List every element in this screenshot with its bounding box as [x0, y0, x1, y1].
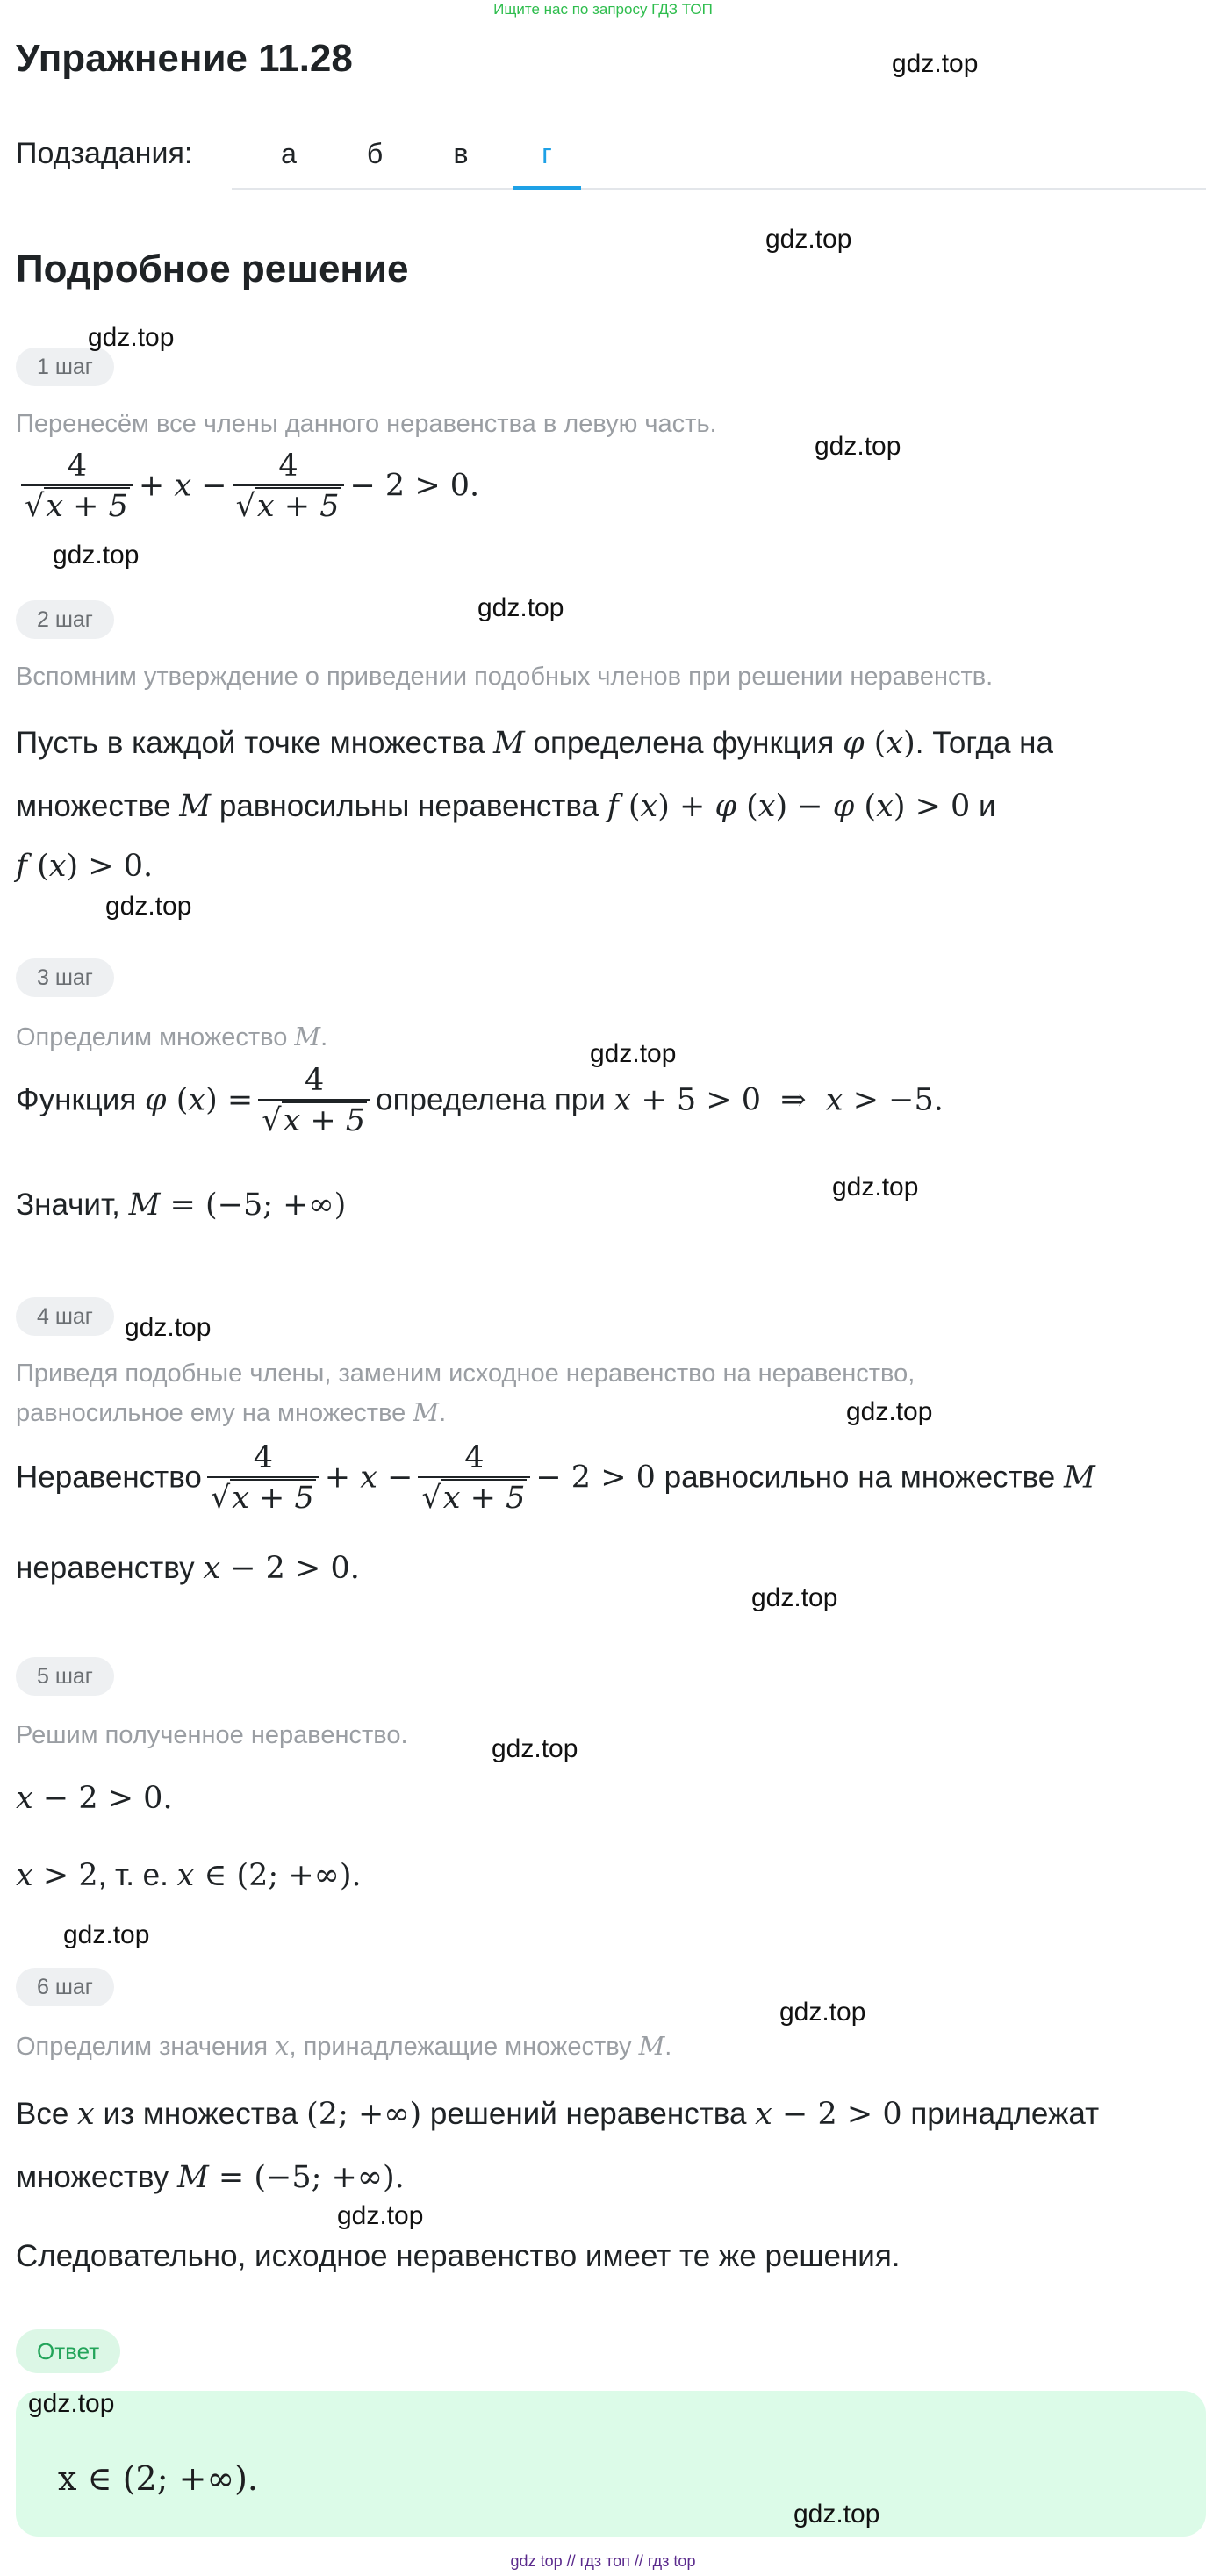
step-badge-6: 6 шаг	[16, 1968, 114, 2006]
footer-links: gdz top // гдз топ // гдз top	[510, 2552, 696, 2570]
step-4-line-2: неравенству x − 2 > 0.	[16, 1551, 360, 1586]
step-6-text-1: Все	[16, 2097, 69, 2131]
watermark: gdz.top	[815, 432, 901, 461]
answer-badge: Ответ	[16, 2329, 120, 2373]
step-badge-2: 2 шаг	[16, 600, 114, 639]
tab-v[interactable]: в	[453, 138, 469, 169]
step-4-text-3: неравенству	[16, 1551, 195, 1585]
watermark: gdz.top	[492, 1734, 578, 1763]
step-6-conclusion: Следовательно, исходное неравенство имеет те же решения.	[16, 2239, 901, 2273]
page-title: Упражнение 11.28	[16, 37, 353, 80]
step-2-text-2: определена функция	[533, 726, 835, 760]
answer-box	[16, 2391, 1206, 2537]
step-6-line-2: множеству M = (−5; +∞).	[16, 2160, 405, 2195]
step-2-text-3: . Тогда на	[915, 726, 1053, 760]
step-4-text-1: Неравенство	[16, 1460, 202, 1495]
step-2-text-4: множестве	[16, 789, 171, 823]
watermark: gdz.top	[53, 541, 140, 570]
step-3-line-1: Функция φ (x) = $\frac{4}{√x + 5}$ определена при x + 5 > 0 ⇒ x > −5.	[16, 1062, 944, 1141]
solution-heading: Подробное решение	[16, 248, 409, 291]
step-6-note: Определим значения x, принадлежащие множеству M.	[16, 2031, 672, 2061]
watermark: gdz.top	[751, 1583, 838, 1612]
step-6-text-2: из множества	[103, 2097, 298, 2131]
search-banner: Ищите нас по запросу ГДЗ ТОП	[493, 1, 713, 18]
tab-b[interactable]: б	[366, 138, 384, 169]
subtask-tabs	[232, 132, 1206, 190]
tab-a[interactable]: а	[281, 138, 297, 169]
step-2-line-3: f (x) > 0.	[16, 849, 154, 884]
step-2-line-2: множестве M равносильны неравенства f (x) + φ (x) − φ (x) > 0 и	[16, 789, 996, 824]
watermark: gdz.top	[892, 49, 979, 78]
watermark: gdz.top	[793, 2500, 880, 2529]
step-badge-4: 4 шаг	[16, 1297, 114, 1336]
step-2-text-6: и	[979, 789, 996, 823]
watermark: gdz.top	[477, 593, 564, 622]
watermark: gdz.top	[765, 225, 852, 254]
step-badge-5: 5 шаг	[16, 1657, 114, 1696]
step-2-note: Вспомним утверждение о приведении подобных членов при решении неравенств.	[16, 663, 994, 691]
step-badge-1: 1 шаг	[16, 348, 114, 386]
step-2-text-1: Пусть в каждой точке множества	[16, 726, 485, 760]
step-5-text-1: , т. е.	[97, 1858, 169, 1892]
step-6-text-4: принадлежат	[910, 2097, 1100, 2131]
watermark: gdz.top	[832, 1173, 919, 1202]
step-4-note-2: равносильное ему на множестве M.	[16, 1397, 447, 1427]
step-6-line-1: Все x из множества (2; +∞) решений неравенства x − 2 > 0 принадлежат	[16, 2097, 1100, 2132]
watermark: gdz.top	[779, 1998, 866, 2027]
watermark: gdz.top	[88, 323, 175, 352]
step-4-note-1: Приведя подобные члены, заменим исходное неравенство на неравенство,	[16, 1360, 915, 1388]
step-4-text-2: равносильно на множестве	[664, 1460, 1056, 1495]
step-6-text-5: множеству	[16, 2160, 169, 2194]
step-3-line-2: Значит, M = (−5; +∞)	[16, 1188, 347, 1223]
tab-g[interactable]: г	[513, 132, 581, 190]
step-4-line-1: Неравенство $\frac{4}{√x + 5}$ + x − $\frac{4}{√x + 5}$ − 2 > 0 равносильно на множестве M	[16, 1439, 1095, 1518]
step-badge-3: 3 шаг	[16, 958, 114, 997]
step-5-line-2: x > 2, т. е. x ∈ (2; +∞).	[16, 1858, 362, 1893]
step-3-note: Определим множество M.	[16, 1022, 328, 1051]
step-3-text-3: Значит,	[16, 1188, 120, 1222]
step-2-line-1: Пусть в каждой точке множества M определена функция φ (x). Тогда на	[16, 726, 1053, 761]
watermark: gdz.top	[125, 1313, 212, 1342]
watermark: gdz.top	[590, 1039, 677, 1068]
step-3-text-1: Функция	[16, 1082, 137, 1117]
step-1-formula: $\frac{4}{√x + 5}$ + x − $\frac{4}{√x + 5}$ − 2 > 0.	[16, 448, 479, 527]
watermark: gdz.top	[28, 2389, 115, 2418]
subtasks-bar	[16, 132, 1206, 190]
subtasks-label: Подзадания:	[16, 137, 193, 170]
step-3-text-2: определена при	[376, 1082, 606, 1117]
step-5-line-1: x − 2 > 0.	[16, 1781, 173, 1816]
answer-value: x ∈ (2; +∞).	[58, 2459, 258, 2498]
watermark: gdz.top	[63, 1920, 150, 1949]
step-1-note: Перенесём все члены данного неравенства в левую часть.	[16, 410, 717, 438]
watermark: gdz.top	[105, 892, 192, 921]
watermark: gdz.top	[337, 2201, 424, 2230]
step-5-note: Решим полученное неравенство.	[16, 1721, 408, 1749]
step-6-text-3: решений неравенства	[429, 2097, 747, 2131]
step-2-text-5: равносильны неравенства	[219, 789, 599, 823]
watermark: gdz.top	[846, 1397, 933, 1426]
